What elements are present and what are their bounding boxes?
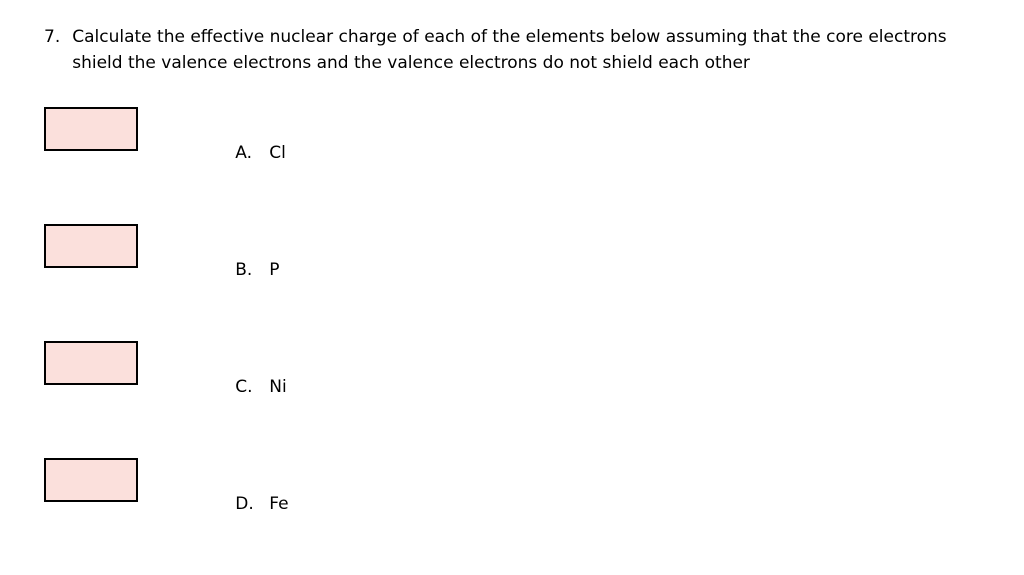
answer-element-a: Cl: [269, 143, 286, 163]
answer-input-c[interactable]: [44, 341, 138, 385]
answer-label-d: [192, 468, 289, 540]
question-number: 7.: [44, 27, 61, 47]
answer-list: [44, 107, 984, 575]
answer-label-c: [192, 351, 287, 423]
answer-letter-d: D.: [235, 494, 254, 514]
answer-letter-b: B.: [235, 260, 253, 280]
answer-letter-c: C.: [235, 377, 253, 397]
answer-letter-a: A.: [235, 143, 252, 163]
answer-row: [44, 224, 984, 341]
answer-input-d[interactable]: [44, 458, 138, 502]
answer-label-b: [192, 234, 280, 306]
question-text: Calculate the effective nuclear charge of each of the elements below assuming that the core electrons shield the valence electrons and the valence electrons do not shield each other: [72, 27, 947, 73]
question-block: [44, 24, 994, 76]
answer-element-d: Fe: [269, 494, 289, 514]
answer-element-b: P: [269, 260, 280, 280]
answer-row: [44, 458, 984, 575]
answer-row: [44, 107, 984, 224]
answer-label-a: [192, 117, 286, 189]
answer-row: [44, 341, 984, 458]
answer-input-b[interactable]: [44, 224, 138, 268]
answer-element-c: Ni: [269, 377, 287, 397]
answer-input-a[interactable]: [44, 107, 138, 151]
